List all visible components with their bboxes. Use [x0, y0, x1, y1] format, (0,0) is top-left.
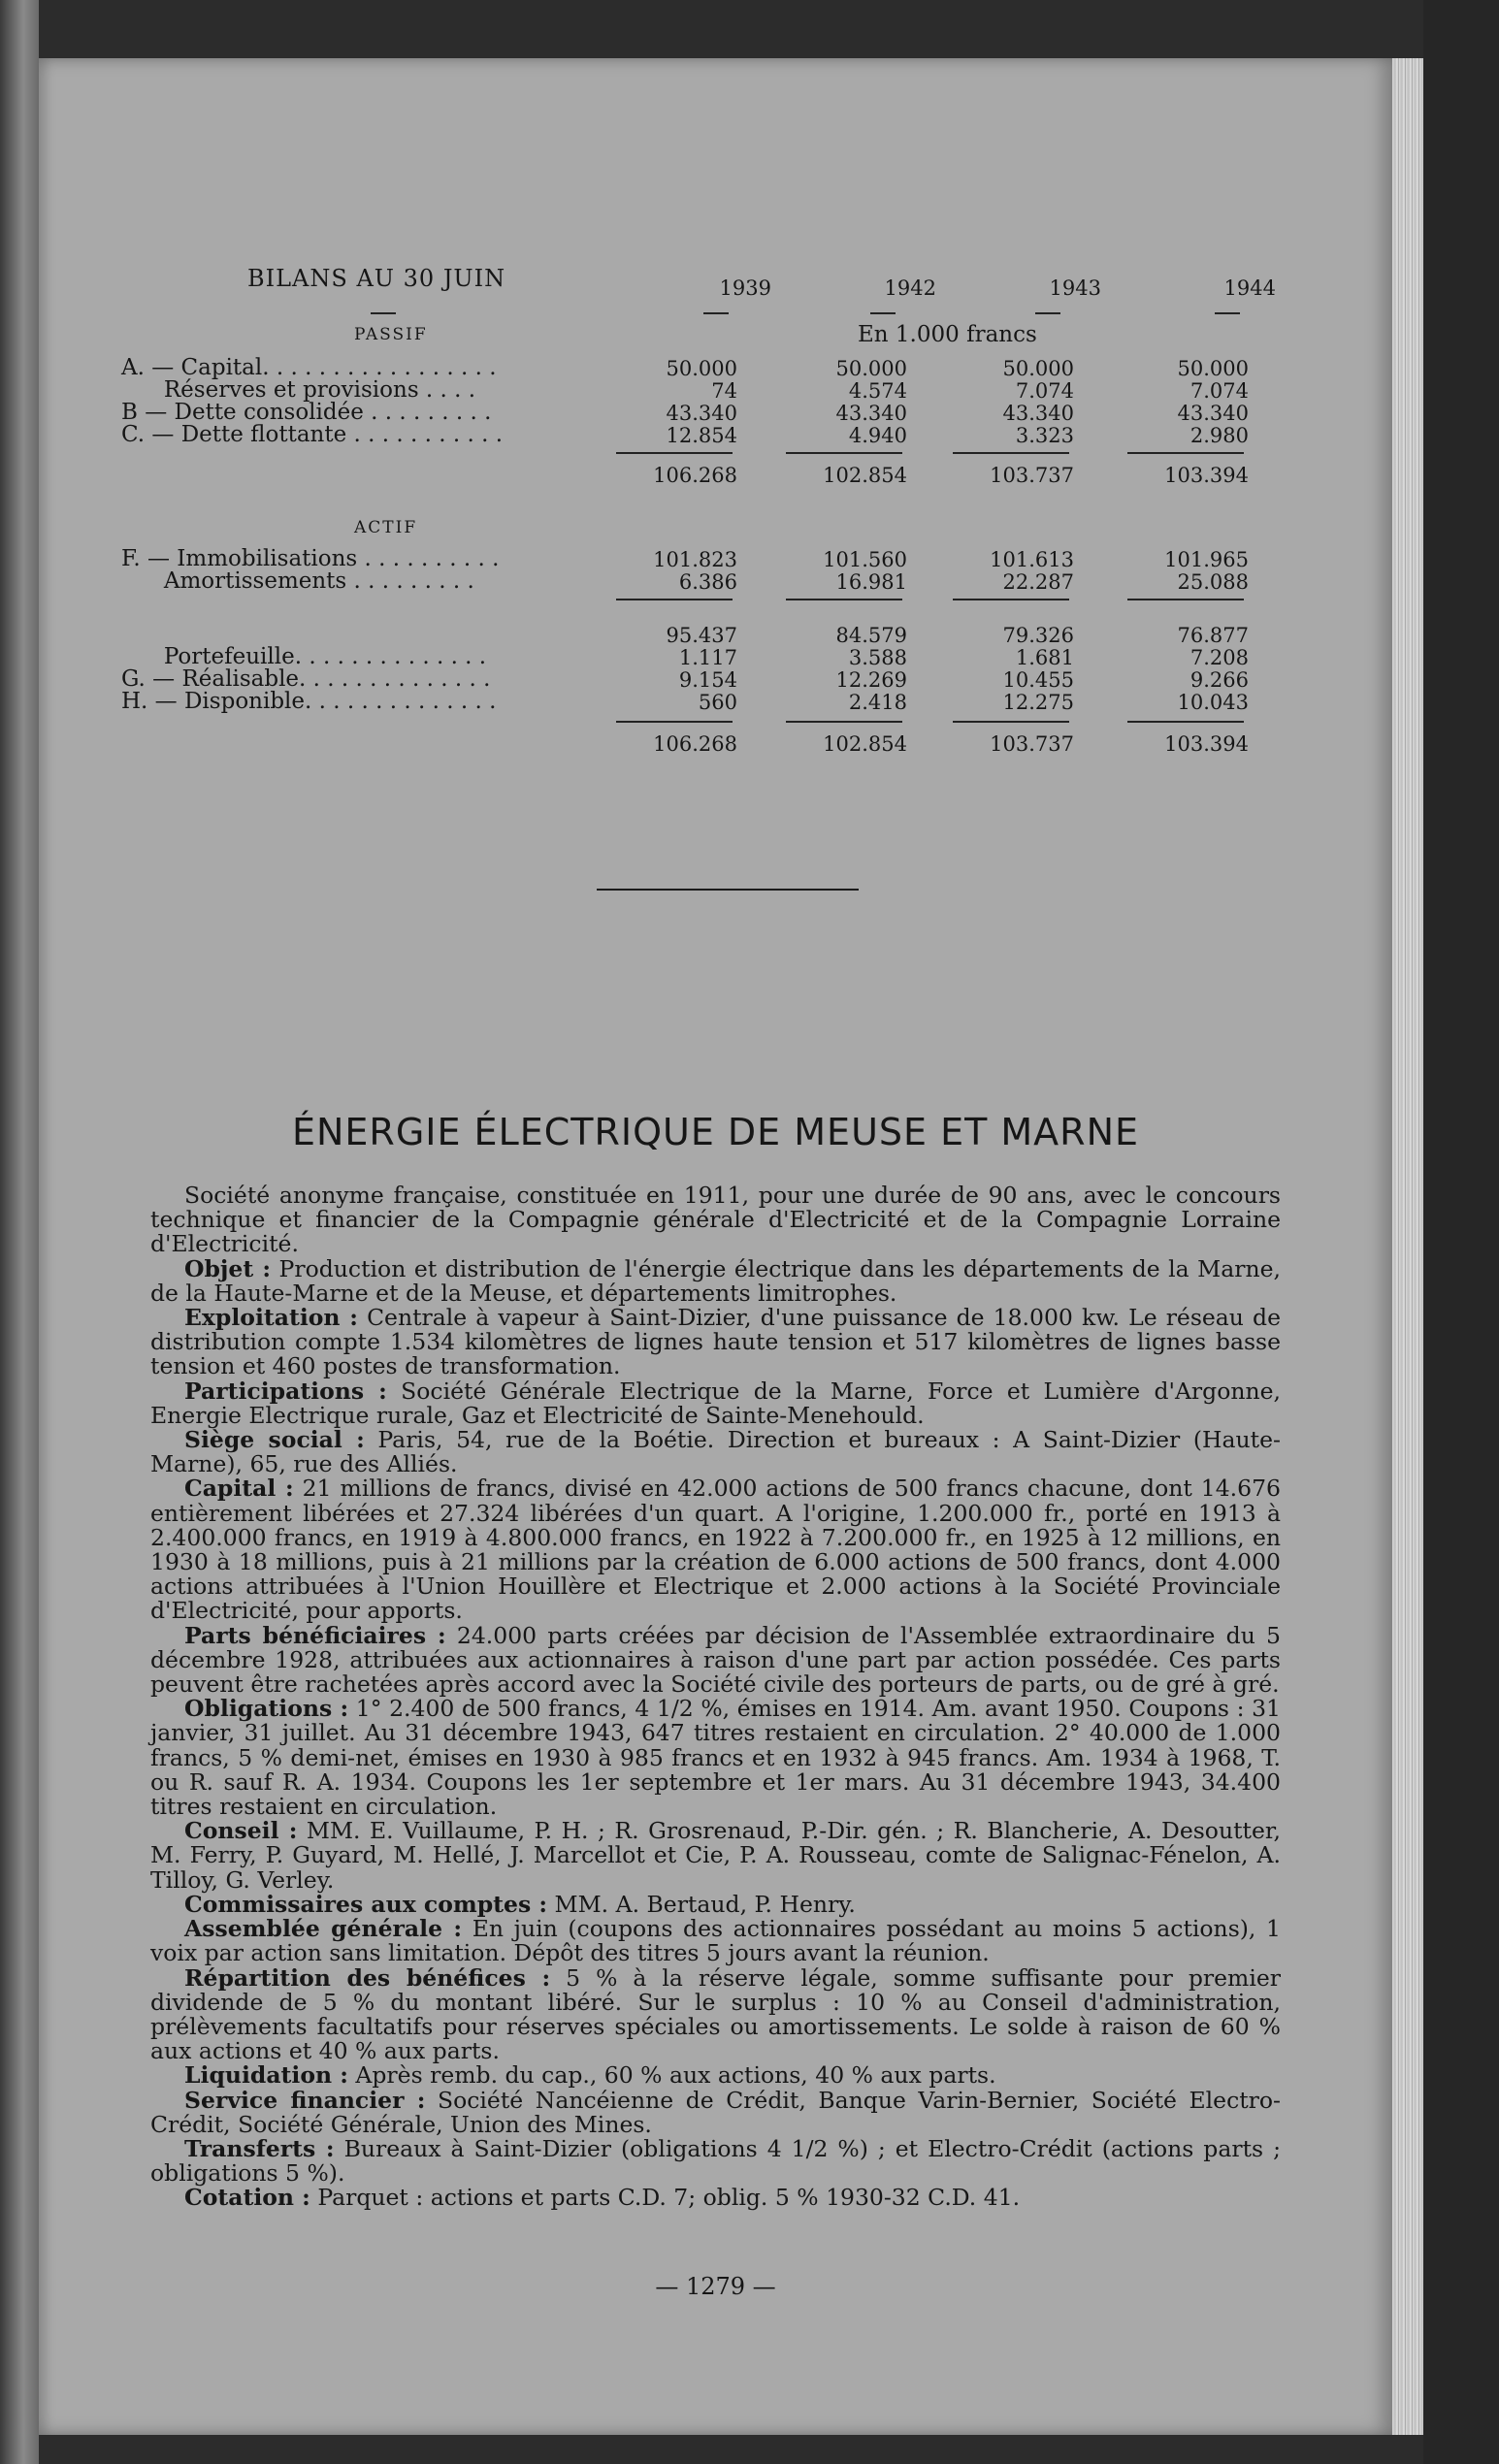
paragraph [150, 1183, 1281, 1257]
total-value: 103.394 [1164, 464, 1249, 487]
cell-value: 16.981 [835, 570, 907, 594]
paragraph-label: Objet : [184, 1254, 272, 1282]
sum-rule [786, 452, 902, 454]
dash-rule [870, 312, 896, 314]
cell-value: 10.455 [1002, 668, 1074, 692]
paragraph-label: Transferts : [184, 2134, 335, 2162]
paragraph-text: MM. E. Vuillaume, P. H. ; R. Grosrenaud, P.-Dir. gén. ; R. Blancherie, A. Desoutter, M. Ferry, P. Guyard, M. Hellé, J. Marcellot et Cie, P. A. Rousseau, comte de Salignac-Fénelon, A. Tilloy, G. Verley. [150, 1817, 1281, 1894]
cell-value: 43.340 [835, 402, 907, 425]
background [1423, 0, 1499, 2464]
company-description [150, 1183, 1281, 2211]
cell-value: 43.340 [1002, 402, 1074, 425]
cell-value: 101.965 [1164, 548, 1249, 571]
total-value: 79.326 [1002, 624, 1074, 647]
paragraph-text: 1° 2.400 de 500 francs, 4 1/2 %, émises en 1914. Am. avant 1950. Coupons : 31 janvier, 31 juillet. Au 31 décembre 1943, 647 titres restaient en circulation. 2° 40.000 de 1.000 francs, 5 % demi-net, émises en 1930 à 985 francs et en 1932 à 945 francs. Am. 1934 à 1968, T. ou R. sauf R. A. 1934. Coupons les 1er septembre et 1er mars. Au 31 décembre 1943, 34.400 titres restaient en circulation. [150, 1695, 1281, 1821]
paragraph-label: Parts bénéficiaires : [184, 1621, 446, 1649]
cell-value: 101.823 [653, 548, 737, 571]
page-number: — 1279 — [655, 2273, 776, 2300]
page-edges [1392, 58, 1423, 2435]
paragraph [150, 1254, 1281, 1307]
cell-value: 43.340 [1177, 402, 1249, 425]
sum-rule [786, 721, 902, 723]
paragraph-text: 24.000 parts créées par décision de l'Assemblée extraordinaire du 5 décembre 1928, attribuées aux actionnaires à raison d'une part par action possédée. Ces parts peuvent être rachetées après accord avec la Société civile des porteurs de parts, ou de gré à gré. [150, 1621, 1281, 1699]
total-value: 102.854 [823, 732, 907, 756]
sum-rule [953, 452, 1069, 454]
page [39, 58, 1392, 2435]
paragraph-label: Liquidation : [184, 2061, 348, 2090]
paragraph-text: 21 millions de francs, divisé en 42.000 actions de 500 francs chacune, dont 14.676 entièrement libérées et 27.324 libérées d'un quart. A l'origine, 1.200.000 fr., porté en 1913 à 2.400.000 francs, en 1919 à 4.800.000 francs, en 1922 à 7.200.000 fr., en 1925 à 12 millions, en 1930 à 18 millions, puis à 21 millions par la création de 6.000 actions de 500 francs, dont 4.000 actions attribuées à l'Union Houillère et Electrique et 2.000 actions à la Société Provinciale d'Electricité, pour apports. [150, 1475, 1282, 1625]
cell-value: 1.117 [678, 646, 737, 669]
paragraph [150, 1697, 1281, 1819]
total-value: 106.268 [653, 732, 737, 756]
sum-rule [786, 599, 902, 600]
dash-rule [1035, 312, 1060, 314]
cell-value: 3.588 [848, 646, 907, 669]
cell-value: 4.940 [848, 424, 907, 447]
total-value: 103.737 [990, 732, 1074, 756]
paragraph-text: En juin (coupons des actionnaires possédant au moins 5 actions), 1 voix par action sans limitation. Dépôt des titres 5 jours avant la réunion. [150, 1915, 1281, 1967]
total-value: 102.854 [823, 464, 907, 487]
paragraph-label: Capital : [184, 1475, 294, 1503]
cell-value: 22.287 [1002, 570, 1074, 594]
total-value: 95.437 [666, 624, 737, 647]
paragraph [150, 2063, 1281, 2088]
dash-rule [371, 312, 396, 314]
paragraph-label: Commissaires aux comptes : [184, 1890, 548, 1918]
cell-value: 1.681 [1015, 646, 1074, 669]
sum-rule [1127, 599, 1244, 600]
paragraph-label: Obligations : [184, 1695, 349, 1723]
paragraph [150, 1621, 1281, 1699]
cell-value: 7.074 [1015, 379, 1074, 403]
cell-value: 50.000 [1177, 357, 1249, 380]
paragraph-text: Parquet : actions et parts C.D. 7; oblig. 5 % 1930-32 C.D. 41. [310, 2184, 1021, 2212]
total-value: 103.394 [1164, 732, 1249, 756]
paragraph-text: 5 % à la réserve légale, somme suffisante pour premier dividende de 5 % du montant libéré. Sur le surplus : 10 % au Conseil d'administration, prélèvements facultatifs pour réserves spéciales ou amortissements. Le solde à raison de 60 % aux actions et 40 % aux parts. [150, 1963, 1281, 2065]
cell-value: 2.980 [1189, 424, 1249, 447]
unit-label: En 1.000 francs [858, 322, 1037, 347]
year-header: 1939 [719, 276, 771, 300]
paragraph-text: Paris, 54, rue de la Boétie. Direction et bureaux : A Saint-Dizier (Haute-Marne), 65, rue des Alliés. [150, 1426, 1281, 1478]
cell-value: 9.154 [678, 668, 737, 692]
paragraph [150, 2134, 1281, 2188]
paragraph-label: Conseil : [184, 1817, 298, 1845]
sum-rule [953, 599, 1069, 600]
cell-value: 4.574 [848, 379, 907, 403]
cell-value: 2.418 [848, 691, 907, 714]
row-label: Portefeuille. . . . . . . . . . . . . . [121, 644, 487, 669]
separator-rule [597, 889, 859, 891]
table-title: BILANS AU 30 JUIN [247, 265, 506, 292]
paragraph-label: Répartition des bénéfices : [184, 1963, 551, 1992]
cell-value: 3.323 [1015, 424, 1074, 447]
row-label: F. — Immobilisations . . . . . . . . . . [121, 546, 500, 571]
cell-value: 50.000 [666, 357, 737, 380]
cell-value: 10.043 [1177, 691, 1249, 714]
cell-value: 43.340 [666, 402, 737, 425]
passif-heading: PASSIF [354, 325, 428, 344]
sum-rule [953, 721, 1069, 723]
row-label: C. — Dette flottante . . . . . . . . . . . [121, 422, 504, 447]
paragraph-text: Bureaux à Saint-Dizier (obligations 4 1/2 %) ; et Electro-Crédit (actions parts ; obligations 5 %). [150, 2134, 1281, 2188]
paragraph-text: Société anonyme française, constituée en 1911, pour une durée de 90 ans, avec le concours technique et financier de la Compagnie générale d'Electricité et de la Compagnie Lorraine d'Electricité. [150, 1182, 1281, 1258]
paragraph [150, 1379, 1281, 1428]
paragraph [150, 2186, 1281, 2210]
cell-value: 12.854 [666, 424, 737, 447]
paragraph [150, 1963, 1281, 2065]
paragraph-label: Assemblée générale : [184, 1915, 463, 1943]
cell-value: 6.386 [678, 570, 737, 594]
sum-rule [616, 599, 733, 600]
paragraph-text: Centrale à vapeur à Saint-Dizier, d'une puissance de 18.000 kw. Le réseau de distribution compte 1.534 kilomètres de lignes haute tension et 517 kilomètres de lignes basse tension et 460 postes de transformation. [150, 1304, 1281, 1380]
paragraph [150, 1476, 1281, 1623]
paragraph [150, 1890, 1281, 1918]
paragraph-text: Société Nancéienne de Crédit, Banque Varin-Bernier, Société Electro-Crédit, Société Générale, Union des Mines. [150, 2086, 1281, 2138]
cell-value: 25.088 [1177, 570, 1249, 594]
paragraph [150, 1306, 1281, 1379]
sum-rule [616, 721, 733, 723]
total-value: 84.579 [835, 624, 907, 647]
cell-value: 101.613 [990, 548, 1074, 571]
total-value: 103.737 [990, 464, 1074, 487]
row-label: H. — Disponible. . . . . . . . . . . . . . [121, 689, 497, 714]
row-label: A. — Capital. . . . . . . . . . . . . . . . . [121, 355, 497, 380]
actif-heading: ACTIF [354, 518, 418, 537]
cell-value: 12.269 [835, 668, 907, 692]
total-value: 76.877 [1177, 624, 1249, 647]
cell-value: 560 [698, 691, 737, 714]
year-header: 1944 [1223, 276, 1276, 300]
sum-rule [1127, 721, 1244, 723]
cell-value: 9.266 [1189, 668, 1249, 692]
paragraph-label: Service financier : [184, 2086, 426, 2114]
paragraph [150, 1428, 1281, 1476]
row-label: B — Dette consolidée . . . . . . . . . [121, 400, 492, 425]
paragraph-text: Production et distribution de l'énergie électrique dans les départements de la Marne, de la Haute-Marne et de la Meuse, et départements limitrophes. [150, 1254, 1281, 1307]
cell-value: 74 [711, 379, 737, 403]
year-header: 1942 [884, 276, 936, 300]
paragraph-text: MM. A. Bertaud, P. Henry. [547, 1890, 856, 1918]
cell-value: 101.560 [823, 548, 907, 571]
paragraph-label: Exploitation : [184, 1304, 358, 1332]
paragraph [150, 1819, 1281, 1893]
sum-rule [616, 452, 733, 454]
cell-value: 50.000 [1002, 357, 1074, 380]
cell-value: 7.074 [1189, 379, 1249, 403]
paragraph-text: Société Générale Electrique de la Marne, Force et Lumière d'Argonne, Energie Electrique rurale, Gaz et Electricité de Sainte-Menehould. [150, 1377, 1282, 1429]
book-gutter [0, 0, 39, 2464]
cell-value: 12.275 [1002, 691, 1074, 714]
paragraph [150, 1917, 1281, 1965]
row-label: Amortissements . . . . . . . . . [121, 568, 474, 594]
paragraph [150, 2086, 1281, 2138]
dash-rule [1215, 312, 1240, 314]
row-label: Réserves et provisions . . . . [121, 377, 476, 403]
total-value: 106.268 [653, 464, 737, 487]
dash-rule [703, 312, 729, 314]
sum-rule [1127, 452, 1244, 454]
row-label: G. — Réalisable. . . . . . . . . . . . . . [121, 666, 491, 692]
section-heading: ÉNERGIE ÉLECTRIQUE DE MEUSE ET MARNE [291, 1111, 1140, 1153]
paragraph-label: Cotation : [184, 2184, 310, 2212]
paragraph-text: Après remb. du cap., 60 % aux actions, 40 % aux parts. [347, 2061, 996, 2090]
cell-value: 7.208 [1189, 646, 1249, 669]
paragraph-label: Participations : [184, 1377, 387, 1405]
cell-value: 50.000 [835, 357, 907, 380]
year-header: 1943 [1049, 276, 1101, 300]
paragraph-label: Siège social : [184, 1426, 365, 1454]
